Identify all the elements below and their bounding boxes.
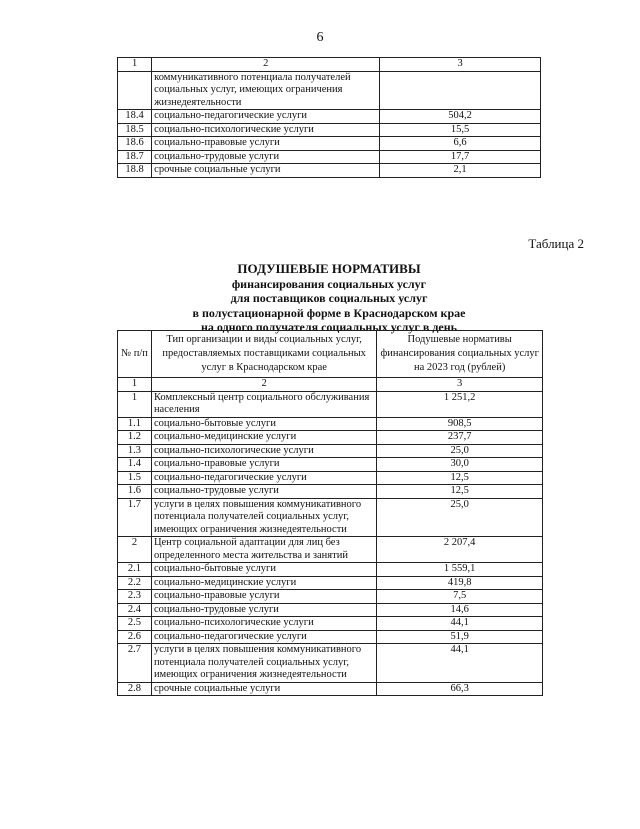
table-row bbox=[118, 110, 541, 124]
row-value: 2,1 bbox=[380, 164, 541, 178]
row-number: 2.3 bbox=[118, 590, 152, 604]
row-value: 44,1 bbox=[377, 644, 543, 683]
row-number: 1.1 bbox=[118, 417, 152, 431]
title-line-3: для поставщиков социальных услуг bbox=[230, 291, 428, 305]
row-name: социально-психологические услуги bbox=[151, 617, 376, 631]
table-row bbox=[118, 444, 543, 458]
row-value: 25,0 bbox=[377, 444, 543, 458]
row-name: услуги в целях повышения коммуникативного потенциала получателей социальных услуг, имеющих ограничения жизнедеятельности bbox=[151, 498, 376, 537]
row-name: социально-трудовые услуги bbox=[152, 150, 380, 164]
row-number: 18.5 bbox=[118, 123, 152, 137]
row-name: социально-медицинские услуги bbox=[151, 576, 376, 590]
row-number: 2 bbox=[118, 537, 152, 563]
title-line-4: в полустационарной форме в Краснодарском крае bbox=[192, 305, 466, 320]
table-row bbox=[118, 71, 541, 110]
page-number: 6 bbox=[316, 30, 324, 45]
table-row bbox=[118, 603, 543, 617]
continued-table bbox=[117, 57, 541, 178]
table-row bbox=[118, 150, 541, 164]
row-name: коммуникативного потенциала получателей социальных услуг, имеющих ограничения жизнедеятельности bbox=[152, 71, 380, 110]
table-row bbox=[118, 123, 541, 137]
row-name: социально-трудовые услуги bbox=[151, 603, 376, 617]
column-header-value: Подушевые нормативы финансирования социальных услуг на 2023 год (рублей) bbox=[377, 331, 543, 378]
row-value: 504,2 bbox=[380, 110, 541, 124]
table-row bbox=[118, 164, 541, 178]
row-value: 1 559,1 bbox=[377, 563, 543, 577]
row-value: 12,5 bbox=[377, 471, 543, 485]
header-col-3: 3 bbox=[377, 378, 543, 392]
row-number: 1.7 bbox=[118, 498, 152, 537]
row-name: социально-педагогические услуги bbox=[151, 630, 376, 644]
row-number: 18.8 bbox=[118, 164, 152, 178]
row-number: 1.2 bbox=[118, 431, 152, 445]
row-value: 2 207,4 bbox=[377, 537, 543, 563]
row-value: 6,6 bbox=[380, 137, 541, 151]
row-name: срочные социальные услуги bbox=[152, 164, 380, 178]
row-name: социально-трудовые услуги bbox=[151, 485, 376, 499]
table-row bbox=[118, 485, 543, 499]
row-value: 66,3 bbox=[377, 682, 543, 696]
table-row bbox=[118, 417, 543, 431]
table-row bbox=[118, 498, 543, 537]
row-number: 2.7 bbox=[118, 644, 152, 683]
row-number: 18.6 bbox=[118, 137, 152, 151]
column-header-name: Тип организации и виды социальных услуг, предоставляемых поставщиками социальных услуг в Краснодарском крае bbox=[151, 331, 376, 378]
row-number: 2.2 bbox=[118, 576, 152, 590]
table-header-numbers bbox=[118, 378, 543, 392]
continued-table-body bbox=[118, 58, 541, 178]
table-column-headers bbox=[118, 331, 543, 378]
row-value: 15,5 bbox=[380, 123, 541, 137]
row-value: 419,8 bbox=[377, 576, 543, 590]
table-row bbox=[118, 682, 543, 696]
row-number: 2.1 bbox=[118, 563, 152, 577]
row-number: 1 bbox=[118, 391, 152, 417]
row-name: социально-бытовые услуги bbox=[151, 417, 376, 431]
norms-table bbox=[117, 330, 543, 696]
row-number: 1.5 bbox=[118, 471, 152, 485]
column-header-num: № п/п bbox=[118, 331, 152, 378]
row-name: Центр социальной адаптации для лиц без определенного места жительства и занятий bbox=[151, 537, 376, 563]
table-row bbox=[118, 471, 543, 485]
row-number: 1.3 bbox=[118, 444, 152, 458]
row-value: 51,9 bbox=[377, 630, 543, 644]
row-number: 2.4 bbox=[118, 603, 152, 617]
row-number: 1.4 bbox=[118, 458, 152, 472]
table-row bbox=[118, 563, 543, 577]
table-title bbox=[117, 262, 541, 335]
row-value: 30,0 bbox=[377, 458, 543, 472]
table-row bbox=[118, 458, 543, 472]
row-number: 2.5 bbox=[118, 617, 152, 631]
table-row bbox=[118, 431, 543, 445]
row-name: срочные социальные услуги bbox=[151, 682, 376, 696]
table-header-numbers bbox=[118, 58, 541, 72]
table-row bbox=[118, 644, 543, 683]
table-row bbox=[118, 576, 543, 590]
row-number: 18.7 bbox=[118, 150, 152, 164]
row-value: 1 251,2 bbox=[377, 391, 543, 417]
table-row bbox=[118, 537, 543, 563]
title-line-1: ПОДУШЕВЫЕ НОРМАТИВЫ bbox=[237, 261, 421, 276]
row-name: социально-педагогические услуги bbox=[151, 471, 376, 485]
table-row bbox=[118, 137, 541, 151]
row-name: социально-правовые услуги bbox=[151, 458, 376, 472]
table-row bbox=[118, 590, 543, 604]
row-value: 25,0 bbox=[377, 498, 543, 537]
title-line-2: финансирования социальных услуг bbox=[231, 276, 427, 291]
row-value: 7,5 bbox=[377, 590, 543, 604]
row-value: 908,5 bbox=[377, 417, 543, 431]
row-number: 2.6 bbox=[118, 630, 152, 644]
header-col-1: 1 bbox=[118, 58, 152, 72]
row-name: социально-медицинские услуги bbox=[151, 431, 376, 445]
row-value: 12,5 bbox=[377, 485, 543, 499]
row-name: социально-бытовые услуги bbox=[151, 563, 376, 577]
row-value: 14,6 bbox=[377, 603, 543, 617]
table-label: Таблица 2 bbox=[528, 236, 584, 251]
row-number: 2.8 bbox=[118, 682, 152, 696]
row-number: 1.6 bbox=[118, 485, 152, 499]
row-name: социально-психологические услуги bbox=[152, 123, 380, 137]
header-col-2: 2 bbox=[152, 58, 380, 72]
row-value bbox=[380, 71, 541, 110]
header-col-3: 3 bbox=[380, 58, 541, 72]
row-name: Комплексный центр социального обслуживания населения bbox=[151, 391, 376, 417]
table-row bbox=[118, 617, 543, 631]
header-col-1: 1 bbox=[118, 378, 152, 392]
row-number: 18.4 bbox=[118, 110, 152, 124]
row-value: 237,7 bbox=[377, 431, 543, 445]
row-name: социально-правовые услуги bbox=[152, 137, 380, 151]
title-line-5: на одного получателя социальных услуг в день bbox=[201, 320, 457, 334]
row-value: 44,1 bbox=[377, 617, 543, 631]
row-value: 17,7 bbox=[380, 150, 541, 164]
row-name: услуги в целях повышения коммуникативного потенциала получателей социальных услуг, имеющих ограничения жизнедеятельности bbox=[151, 644, 376, 683]
table-row bbox=[118, 391, 543, 417]
row-name: социально-педагогические услуги bbox=[152, 110, 380, 124]
table-row bbox=[118, 630, 543, 644]
norms-table-body bbox=[118, 331, 543, 696]
row-number bbox=[118, 71, 152, 110]
header-col-2: 2 bbox=[151, 378, 376, 392]
row-name: социально-психологические услуги bbox=[151, 444, 376, 458]
row-name: социально-правовые услуги bbox=[151, 590, 376, 604]
